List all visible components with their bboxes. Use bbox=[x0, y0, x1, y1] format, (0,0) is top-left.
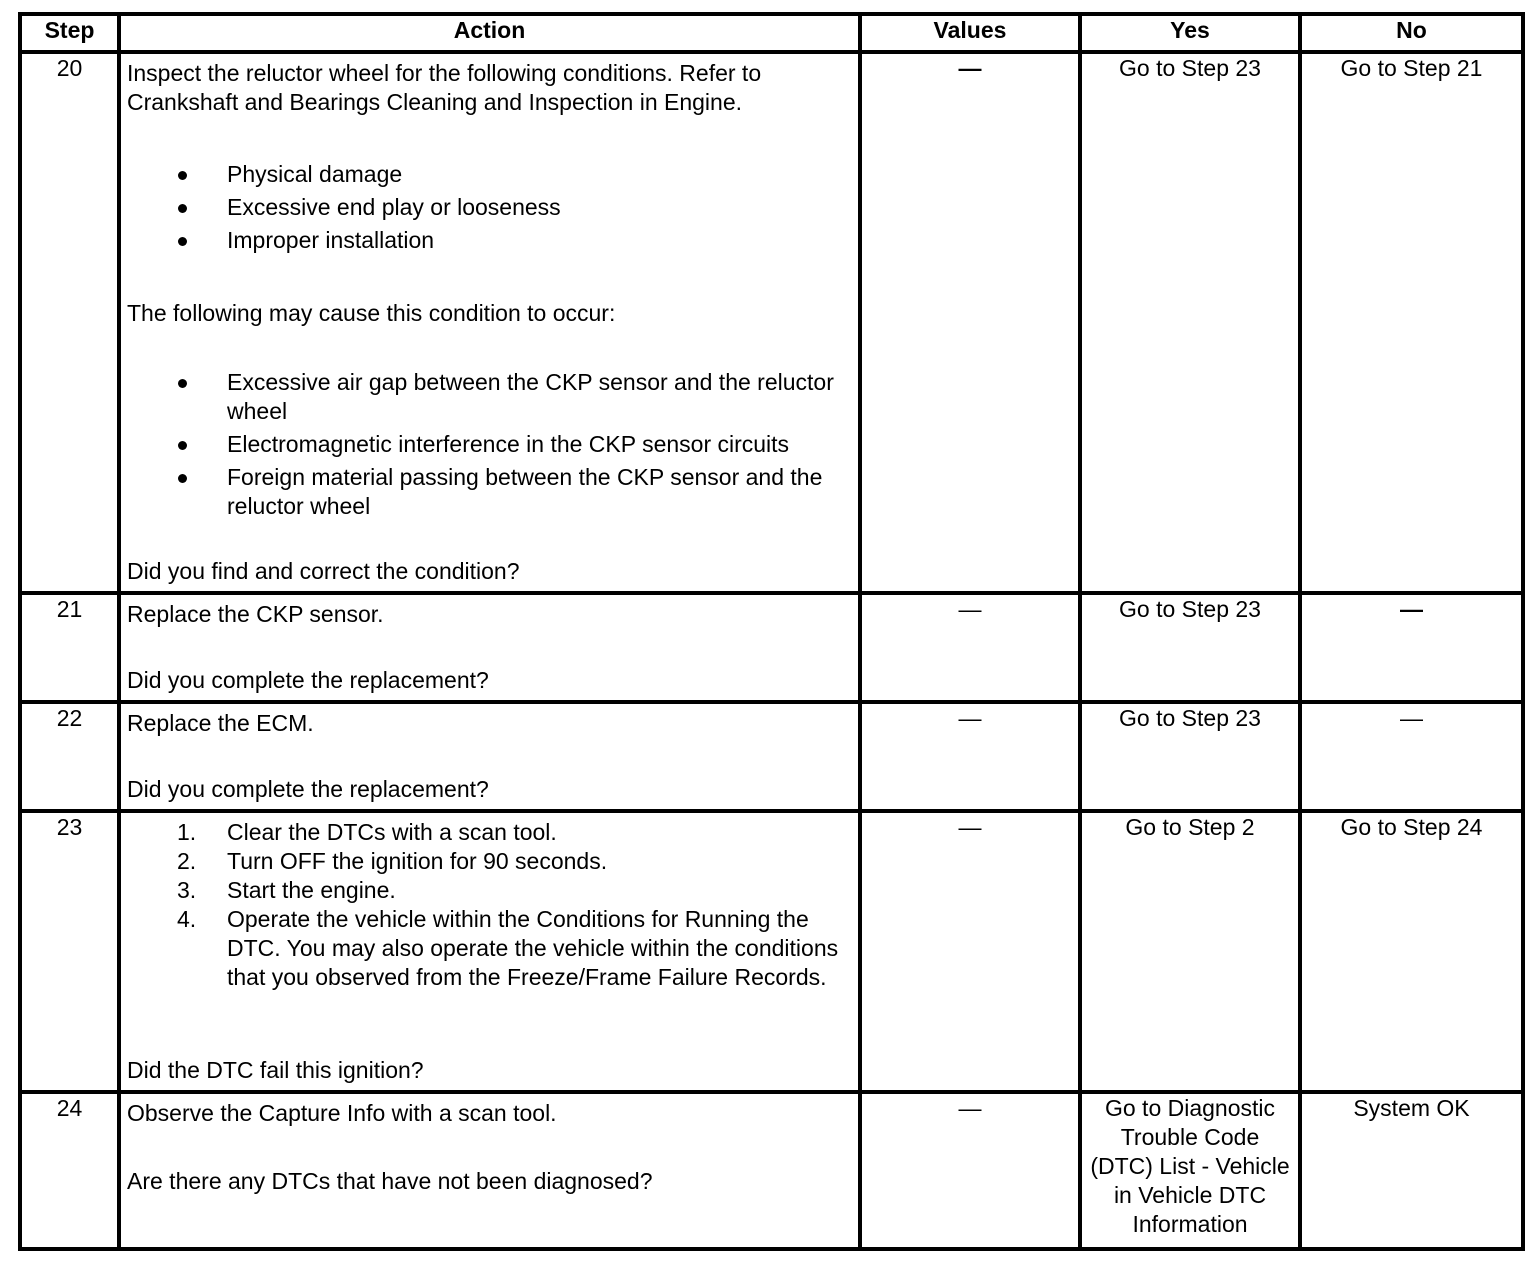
header-yes: Yes bbox=[1080, 14, 1300, 52]
header-no: No bbox=[1300, 14, 1523, 52]
values-cell: — bbox=[860, 702, 1080, 811]
list-item: 4. Operate the vehicle within the Conditions for Running the DTC. You may also operate the vehicle within the conditions that you observed from the Freeze/Frame Failure Records. bbox=[177, 906, 839, 990]
no-cell: System OK bbox=[1300, 1092, 1523, 1249]
conditions-list bbox=[127, 160, 852, 255]
yes-cell: Go to Diagnostic Trouble Code (DTC) List - Vehicle in Vehicle DTC Information bbox=[1080, 1092, 1300, 1249]
action-cell bbox=[119, 593, 860, 702]
question-text: Did the DTC fail this ignition? bbox=[127, 1057, 424, 1083]
bullet-icon bbox=[178, 441, 187, 450]
bullet-icon bbox=[178, 237, 187, 246]
header-step: Step bbox=[20, 14, 119, 52]
values-cell: — bbox=[860, 811, 1080, 1092]
question-text: Did you find and correct the condition? bbox=[127, 558, 520, 584]
question-text: Did you complete the replacement? bbox=[127, 776, 489, 802]
action-intro: Inspect the reluctor wheel for the following conditions. Refer to Crankshaft and Bearings Cleaning and Inspection in Engine. bbox=[127, 60, 762, 115]
table-row-step-24 bbox=[20, 1092, 1523, 1249]
no-cell: — bbox=[1300, 593, 1523, 702]
table-row-step-22 bbox=[20, 702, 1523, 811]
yes-cell: Go to Step 2 bbox=[1080, 811, 1300, 1092]
list-item: Physical damage bbox=[127, 160, 852, 189]
causes-list bbox=[127, 368, 852, 521]
step-number: 22 bbox=[20, 702, 119, 811]
list-item: 1. Clear the DTCs with a scan tool. bbox=[177, 819, 557, 845]
list-item: Excessive end play or looseness bbox=[127, 193, 852, 222]
bullet-icon bbox=[178, 171, 187, 180]
procedure-list bbox=[127, 818, 852, 992]
list-item: 2. Turn OFF the ignition for 90 seconds. bbox=[177, 848, 608, 874]
step-number: 23 bbox=[20, 811, 119, 1092]
table-row-step-20 bbox=[20, 52, 1523, 593]
yes-cell: Go to Step 23 bbox=[1080, 52, 1300, 593]
bullet-icon bbox=[178, 379, 187, 388]
step-number: 24 bbox=[20, 1092, 119, 1249]
list-item: Electromagnetic interference in the CKP sensor circuits bbox=[127, 430, 852, 459]
header-values: Values bbox=[860, 14, 1080, 52]
values-cell: — bbox=[860, 1092, 1080, 1249]
question-text: Did you complete the replacement? bbox=[127, 667, 489, 693]
header-action: Action bbox=[119, 14, 860, 52]
no-cell: Go to Step 24 bbox=[1300, 811, 1523, 1092]
no-cell: Go to Step 21 bbox=[1300, 52, 1523, 593]
list-item: Improper installation bbox=[127, 226, 852, 255]
action-cell bbox=[119, 702, 860, 811]
table-row-step-23 bbox=[20, 811, 1523, 1092]
step-number: 21 bbox=[20, 593, 119, 702]
action-text: Observe the Capture Info with a scan tool. bbox=[127, 1100, 557, 1126]
no-cell: — bbox=[1300, 702, 1523, 811]
values-cell: — bbox=[860, 52, 1080, 593]
bullet-icon bbox=[178, 204, 187, 213]
step-number: 20 bbox=[20, 52, 119, 593]
cause-intro: The following may cause this condition to occur: bbox=[127, 300, 616, 326]
list-item: Foreign material passing between the CKP sensor and the reluctor wheel bbox=[127, 463, 852, 521]
list-item: 3. Start the engine. bbox=[177, 877, 396, 903]
bullet-icon bbox=[178, 474, 187, 483]
action-cell bbox=[119, 811, 860, 1092]
yes-cell: Go to Step 23 bbox=[1080, 593, 1300, 702]
action-text: Replace the CKP sensor. bbox=[127, 601, 384, 627]
values-cell: — bbox=[860, 593, 1080, 702]
header-row bbox=[20, 14, 1523, 52]
list-item: Excessive air gap between the CKP sensor and the reluctor wheel bbox=[127, 368, 852, 426]
action-text: Replace the ECM. bbox=[127, 710, 314, 736]
action-cell bbox=[119, 1092, 860, 1249]
yes-cell: Go to Step 23 bbox=[1080, 702, 1300, 811]
question-text: Are there any DTCs that have not been diagnosed? bbox=[127, 1168, 653, 1194]
action-cell bbox=[119, 52, 860, 593]
diagnostic-table bbox=[18, 12, 1525, 1251]
table-row-step-21 bbox=[20, 593, 1523, 702]
